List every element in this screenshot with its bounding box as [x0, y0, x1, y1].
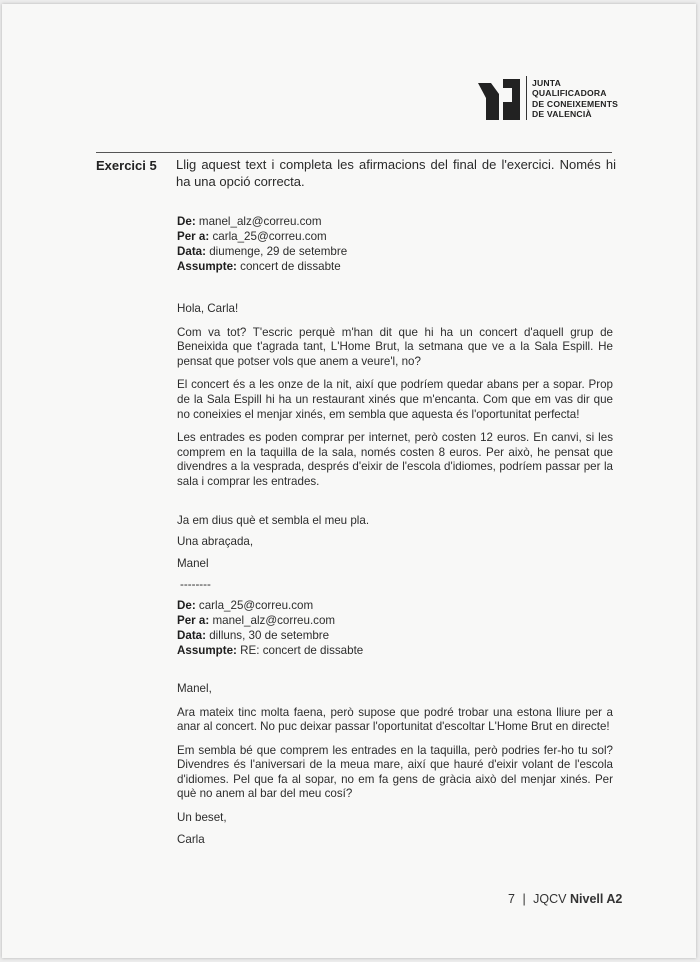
to-label: Per a: [177, 230, 210, 243]
logo-line: DE VALENCIÀ [532, 109, 592, 120]
email-paragraph: Les entrades es poden comprar per internet, però costen 12 euros. En canvi, si les comprem en la taquilla de la sala, només costen 8 euros. Per això, he pensat que divendres a la vesprada, després d'eixir de l'escola d'idiomes, podríem passar per la sala i comprar les entrades. [177, 431, 613, 488]
email-closing: Ja em dius què et sembla el meu pla. [177, 513, 370, 527]
subject-value: RE: concert de dissabte [240, 643, 364, 657]
logo-text [532, 76, 618, 120]
subject-line [177, 643, 613, 658]
to-line [177, 229, 613, 244]
page-footer [508, 892, 622, 906]
date-line [177, 244, 613, 259]
email-greeting: Manel, [177, 681, 212, 695]
document-page [2, 4, 696, 958]
email-header [177, 214, 613, 274]
date-value: dilluns, 30 de setembre [209, 628, 330, 642]
date-label: Data: [177, 245, 206, 258]
to-label: Per a: [177, 613, 210, 627]
email-paragraph: El concert és a les onze de la nit, així que podríem quedar abans per a sopar. Prop de la Sala Espill hi ha un restaurant xinés que m'encanta. Com que em vas dir que no coneixies el menjar xinés, em sembla que aquesta és l'oportunitat perfecta! [177, 378, 613, 421]
from-label: De: [177, 215, 196, 228]
email-paragraph: Ara mateix tinc molta faena, però supose que podré trobar una estona lliure per a anar al concert. No puc deixar passar l'oportunitat d'escoltar L'Home Brut en directe! [177, 705, 613, 734]
footer-level: Nivell A2 [570, 892, 623, 906]
date-line [177, 628, 613, 643]
footer-org: JQCV [533, 892, 567, 906]
email-header [177, 598, 613, 658]
email-signature: Carla [177, 832, 205, 846]
from-line [177, 214, 613, 229]
email-paragraph: Em sembla bé que comprem les entrades en la taquilla, però podries fer-ho tu sol? Divendres és l'aniversari de la meua mare, així que hauré d'eixir volant de l'escola d'idiomes. Pel que fa al sopar, no em fa gens de gràcia això del menjar xinés. Per què no anem al bar del meu cosí? [177, 743, 613, 801]
to-value: carla_25@correu.com [212, 230, 327, 243]
from-label: De: [177, 598, 196, 612]
to-line [177, 613, 613, 628]
exercise-label: Exercici 5 [96, 158, 157, 173]
email-thread [177, 214, 613, 847]
email-signature: Manel [177, 556, 209, 570]
email-signoff: Una abraçada, [177, 535, 254, 549]
logo-divider [526, 76, 527, 120]
date-label: Data: [177, 628, 206, 642]
subject-line [177, 259, 613, 274]
to-value: manel_alz@correu.com [212, 613, 336, 627]
from-value: manel_alz@correu.com [198, 215, 322, 228]
subject-label: Assumpte: [177, 643, 237, 657]
email-signoff: Un beset, [177, 811, 227, 825]
email-greeting: Hola, Carla! [177, 302, 239, 315]
header-rule [96, 152, 612, 153]
jqcv-logo [476, 76, 618, 122]
jqcv-logo-icon [476, 76, 522, 122]
exercise-instruction: Llig aquest text i completa les afirmacions del final de l'exercici. Només hi ha una opció correcta. [176, 157, 616, 189]
logo-line: QUALIFICADORA [532, 88, 607, 99]
subject-label: Assumpte: [177, 260, 237, 273]
email-separator: -------- [180, 578, 211, 592]
page-number: 7 [508, 892, 515, 906]
logo-line: DE CONEIXEMENTS [532, 98, 619, 109]
footer-divider: | [522, 892, 526, 906]
from-line [177, 598, 613, 613]
date-value: diumenge, 29 de setembre [209, 245, 348, 258]
from-value: carla_25@correu.com [198, 598, 314, 612]
logo-line: JUNTA [532, 78, 562, 88]
email-paragraph: Com va tot? T'escric perquè m'han dit que hi ha un concert d'aquell grup de Beneixida que t'agrada tant, L'Home Brut, la setmana que ve a la Sala Espill. He pensat que potser vols que anem a veure'l, no? [177, 325, 613, 368]
subject-value: concert de dissabte [240, 260, 341, 273]
